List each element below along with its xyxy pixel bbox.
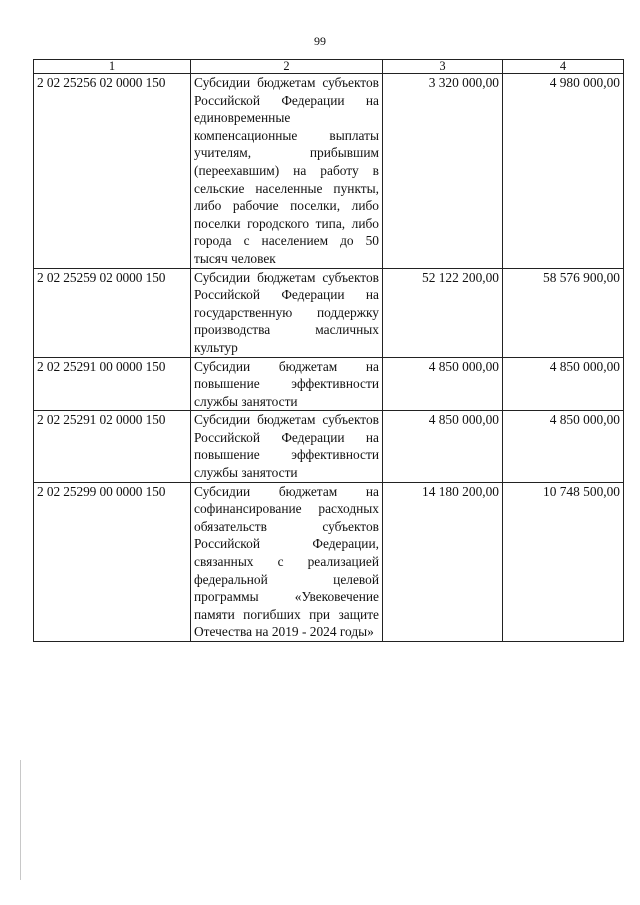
amount-2: 4 980 000,00	[503, 74, 624, 269]
description: Субсидии бюджетам субъектов Российской Федерации на государственную поддержку производства масличных культур	[191, 268, 383, 357]
table-row	[34, 74, 624, 269]
column-header-amount-1: 3	[383, 60, 503, 74]
budget-code: 2 02 25259 02 0000 150	[34, 268, 191, 357]
table-row	[34, 357, 624, 411]
table-row	[34, 482, 624, 641]
description: Субсидии бюджетам субъектов Российской Федерации на единовременные компенсационные выплаты учителям, прибывшим (переехавшим) на работу в сельские населенные пункты, либо рабочие поселки, либо поселки городского типа, либо города с населением до 50 тысяч человек	[191, 74, 383, 269]
amount-1: 52 122 200,00	[383, 268, 503, 357]
amount-2: 10 748 500,00	[503, 482, 624, 641]
budget-code: 2 02 25291 02 0000 150	[34, 411, 191, 482]
column-header-amount-2: 4	[503, 60, 624, 74]
budget-table	[33, 59, 624, 642]
budget-code: 2 02 25291 00 0000 150	[34, 357, 191, 411]
column-header-code: 1	[34, 60, 191, 74]
description: Субсидии бюджетам на софинансирование расходных обязательств субъектов Российской Федерации, связанных с реализацией федеральной целевой программы «Увековечение памяти погибших при защите Отечества на 2019 - 2024 годы»	[191, 482, 383, 641]
header-row	[34, 60, 624, 74]
table-row	[34, 411, 624, 482]
budget-code: 2 02 25256 02 0000 150	[34, 74, 191, 269]
description: Субсидии бюджетам на повышение эффективности службы занятости	[191, 357, 383, 411]
amount-1: 14 180 200,00	[383, 482, 503, 641]
amount-2: 58 576 900,00	[503, 268, 624, 357]
scan-margin-line	[20, 760, 21, 880]
amount-1: 4 850 000,00	[383, 357, 503, 411]
amount-2: 4 850 000,00	[503, 357, 624, 411]
budget-code: 2 02 25299 00 0000 150	[34, 482, 191, 641]
page-number: 99	[314, 34, 326, 48]
description: Субсидии бюджетам субъектов Российской Федерации на повышение эффективности службы занятости	[191, 411, 383, 482]
table-row	[34, 268, 624, 357]
amount-2: 4 850 000,00	[503, 411, 624, 482]
column-header-description: 2	[191, 60, 383, 74]
amount-1: 3 320 000,00	[383, 74, 503, 269]
amount-1: 4 850 000,00	[383, 411, 503, 482]
